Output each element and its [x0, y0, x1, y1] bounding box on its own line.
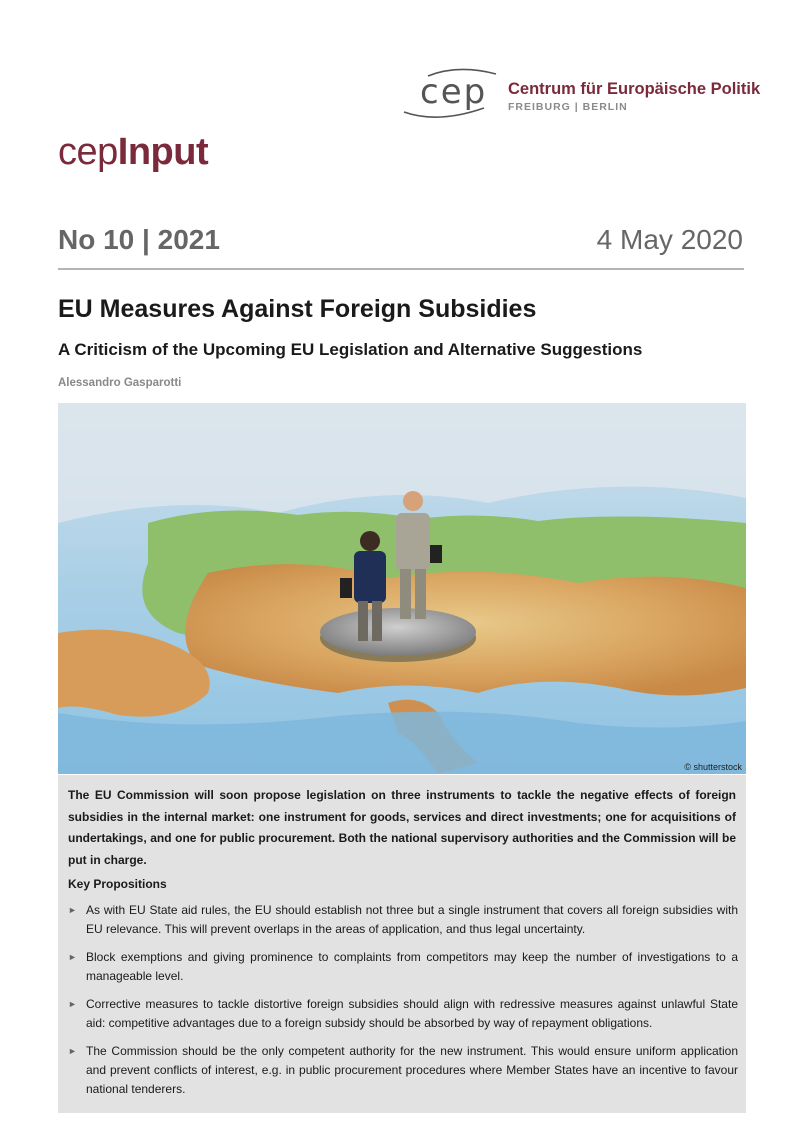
triangle-bullet-icon: ►	[68, 1046, 77, 1056]
abstract-text: The EU Commission will soon propose legislation on three instruments to tackle the negative effects of foreign subsidies in the internal market: one instrument for goods, services and direct investments; one for acquisitions of undertakings, and one for public procurement. Both the national supervisory authorities and the Commission will be put in charge.	[68, 788, 736, 867]
list-item	[68, 995, 738, 1033]
brand-part2: Input	[117, 131, 209, 173]
publication-brand	[58, 131, 208, 174]
cep-logo	[398, 66, 761, 122]
map-illustration	[58, 403, 746, 774]
key-propositions-heading: Key Propositions	[68, 877, 167, 891]
logo-mark: cep	[420, 72, 488, 112]
triangle-bullet-icon: ►	[68, 999, 77, 1009]
triangle-bullet-icon: ►	[68, 952, 77, 962]
article-subtitle: A Criticism of the Upcoming EU Legislation and Alternative Suggestions	[58, 340, 643, 359]
photo-credit: © shutterstock	[684, 762, 742, 772]
proposition-text: The Commission should be the only competent authority for the new instrument. This would ensure uniform application and prevent conflicts of interest, e.g. in public procurement procedures where Member States have an incentive to favour national tenderers.	[86, 1044, 738, 1096]
article-title: EU Measures Against Foreign Subsidies	[58, 295, 537, 323]
issue-date: 4 May 2020	[596, 224, 743, 255]
proposition-text: Corrective measures to tackle distortive foreign subsidies should align with redressive measures against unlawful State aid: competitive advantages due to a foreign subsidy should be absorbed by way of repayment obligations.	[86, 997, 738, 1030]
issue-number: No 10 | 2021	[58, 224, 220, 255]
cover-photo	[58, 403, 746, 774]
article-author: Alessandro Gasparotti	[58, 377, 182, 389]
brand-part1: cep	[58, 131, 118, 173]
summary-box	[58, 775, 746, 1113]
list-item	[68, 1042, 738, 1099]
header-divider	[58, 268, 744, 270]
org-cities: FREIBURG | BERLIN	[508, 101, 628, 113]
list-item	[68, 948, 738, 986]
list-item	[68, 901, 738, 939]
proposition-text: As with EU State aid rules, the EU should establish not three but a single instrument that covers all foreign subsidies with EU relevance. This will prevent overlaps in the areas of application, and thus legal uncertainty.	[86, 903, 738, 936]
proposition-text: Block exemptions and giving prominence to complaints from competitors may keep the number of investigations to a manageable level.	[86, 950, 738, 983]
org-name: Centrum für Europäische Politik	[508, 80, 761, 98]
key-propositions-list	[68, 901, 738, 1108]
triangle-bullet-icon: ►	[68, 905, 77, 915]
